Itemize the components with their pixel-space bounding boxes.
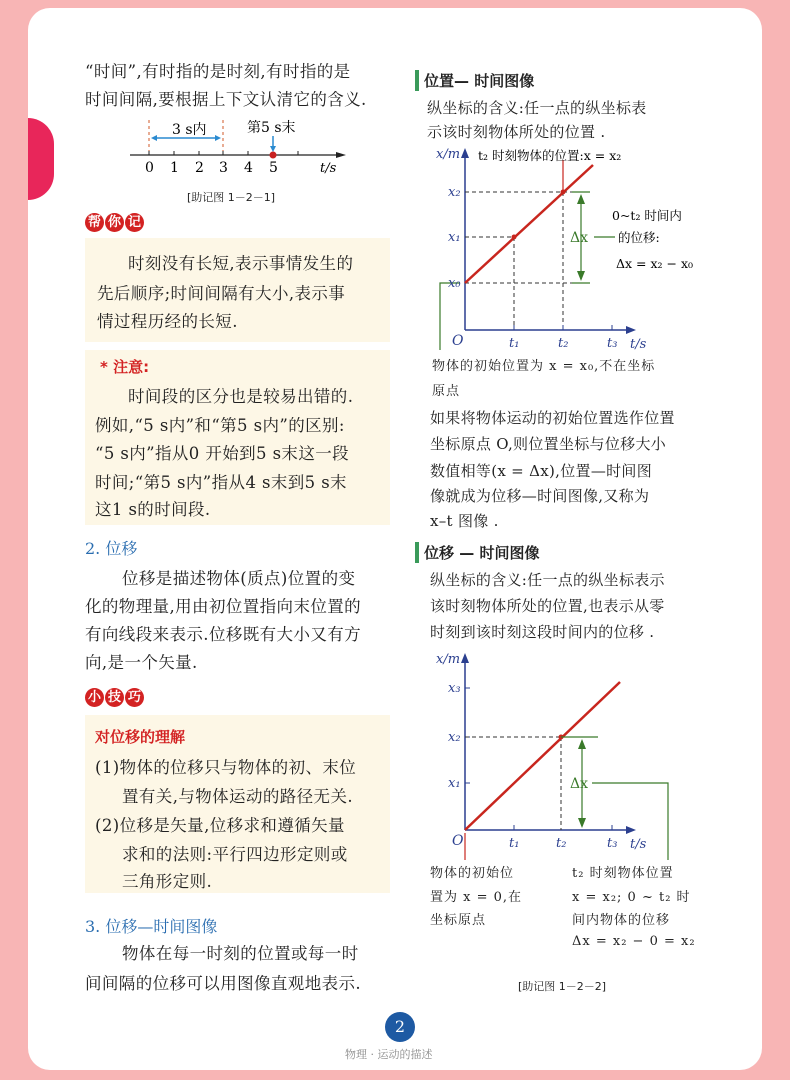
tip-line: 求和的法则:平行四边形定则或: [122, 845, 348, 864]
paragraph-line: 坐标原点 O,则位置坐标与位移大小: [430, 435, 667, 453]
graph-annotation: 间内物体的位移: [572, 913, 671, 928]
position-line: [465, 165, 593, 283]
paragraph-line: 该时刻物体所处的位置,也表示从零: [430, 597, 665, 615]
point-label: 第5 s末: [247, 120, 296, 136]
x-tick-label: t₃: [607, 336, 618, 351]
tick-label: 1: [170, 160, 179, 176]
paragraph-line: 纵坐标的含义:任一点的纵坐标表: [427, 99, 647, 117]
tip-badge: [85, 688, 144, 707]
paragraph-line: 有向线段来表示.位移既有大小又有方: [85, 625, 362, 644]
axis-label: t/s: [320, 161, 337, 176]
displacement-line: [465, 682, 620, 830]
note-title: * 注意:: [100, 358, 150, 376]
x-axis-label: t/s: [630, 837, 647, 852]
graph-annotation: 原点: [432, 384, 461, 399]
tick-label: 5: [269, 160, 278, 176]
position-time-graph: [420, 140, 710, 360]
paragraph-line: 示该时刻物体所处的位置 .: [427, 123, 606, 141]
paragraph-line: x–t 图像 .: [430, 512, 499, 530]
x-tick-label: t₁: [509, 336, 520, 351]
side-annotation: Δx = x₂ − x₀: [616, 256, 694, 271]
badge-char: 巧: [125, 688, 144, 707]
badge-char: 技: [105, 688, 124, 707]
graph-annotation: t₂ 时刻物体位置: [572, 866, 674, 881]
y-tick-label: x₂: [448, 730, 461, 745]
tip-line: (2)位移是矢量,位移求和遵循矢量: [95, 816, 345, 835]
x-tick-label: t₂: [556, 836, 567, 851]
note-line: 时间;“第5 s内”指从4 s末到5 s末: [95, 473, 347, 492]
help-line: 先后顺序;时间间隔有大小,表示事: [97, 284, 346, 303]
graph-annotation: 坐标原点: [430, 913, 487, 928]
y-axis-label: x/m: [436, 652, 461, 667]
y-tick-label: x₁: [448, 776, 461, 791]
tick-label: 0: [145, 160, 154, 176]
graph-annotation: x = x₂; 0 ~ t₂ 时: [572, 890, 691, 905]
y-tick-label: x₂: [448, 185, 461, 200]
delta-label: Δx: [570, 230, 589, 246]
interval-label: 3 s内: [172, 122, 207, 138]
subheading: 位置— 时间图像: [415, 70, 534, 91]
y-tick-label: x₃: [448, 681, 461, 696]
badge-char: 记: [125, 213, 144, 232]
badge-char: 帮: [85, 213, 104, 232]
paragraph-line: 纵坐标的含义:任一点的纵坐标表示: [430, 571, 665, 589]
delta-label: Δx: [570, 776, 589, 792]
section-title: 3. 位移—时间图像: [85, 917, 218, 936]
paragraph-line: 数值相等(x = Δx),位置—时间图: [430, 462, 653, 480]
x-tick-label: t₁: [509, 836, 520, 851]
y-tick-label: x₁: [448, 230, 461, 245]
note-line: 这1 s的时间段.: [95, 500, 211, 519]
tip-line: 置有关,与物体运动的路径无关.: [122, 787, 353, 806]
origin-label: O: [452, 833, 464, 849]
intro-line: 时间间隔,要根据上下文认清它的含义.: [85, 90, 367, 109]
help-line: 时刻没有长短,表示事情发生的: [128, 254, 354, 273]
paragraph-line: 像就成为位移—时间图像,又称为: [430, 487, 650, 505]
paragraph-line: 化的物理量,用由初位置指向末位置的: [85, 597, 362, 616]
running-title: 物理 · 运动的描述: [345, 1048, 433, 1061]
help-line: 情过程历经的长短.: [97, 312, 238, 331]
subheading: 位移 — 时间图像: [415, 542, 539, 563]
note-line: 时间段的区分也是较易出错的.: [128, 387, 354, 406]
x-tick-label: t₂: [558, 336, 569, 351]
tick-label: 4: [244, 160, 253, 176]
figure-caption: [助记图 1－2－1]: [187, 191, 276, 204]
y-axis-label: x/m: [436, 147, 461, 162]
graph-annotation: 置为 x = 0,在: [430, 890, 523, 905]
side-tab-marker: [28, 118, 54, 200]
displacement-time-graph: [420, 645, 710, 865]
paragraph-line: 时刻到该时刻这段时间内的位移 .: [430, 623, 655, 641]
paragraph-line: 位移是描述物体(质点)位置的变: [122, 569, 356, 588]
section-title: 2. 位移: [85, 539, 138, 558]
origin-label: O: [452, 333, 464, 349]
graph-annotation: 物体的初始位: [430, 866, 515, 881]
x-tick-label: t₃: [607, 836, 618, 851]
tick-label: 3: [219, 160, 228, 176]
paragraph-line: 如果将物体运动的初始位置选作位置: [430, 409, 675, 427]
badge-char: 小: [85, 688, 104, 707]
page-number: 2: [385, 1012, 415, 1042]
top-annotation: t₂ 时刻物体的位置:x = x₂: [478, 148, 622, 163]
tip-line: 三角形定则.: [122, 872, 213, 891]
tip-title: 对位移的理解: [95, 728, 186, 746]
graph-annotation: Δx = x₂ − 0 = x₂: [572, 934, 696, 949]
side-annotation: 的位移:: [618, 230, 660, 245]
figure-caption: [助记图 1－2－2]: [518, 980, 607, 993]
graph-annotation: 物体的初始位置为 x = x₀,不在坐标: [432, 359, 656, 374]
note-line: 例如,“5 s内”和“第5 s内”的区别:: [95, 416, 345, 435]
tick-label: 2: [195, 160, 204, 176]
badge-char: 你: [105, 213, 124, 232]
paragraph-line: 物体在每一时刻的位置或每一时: [122, 944, 359, 963]
y-tick-label: x₀: [448, 276, 461, 291]
intro-line: “时间”,有时指的是时刻,有时指的是: [85, 62, 351, 81]
x-axis-label: t/s: [630, 337, 647, 352]
note-line: “5 s内”指从0 开始到5 s末这一段: [95, 444, 350, 463]
paragraph-line: 间间隔的位移可以用图像直观地表示.: [85, 974, 362, 993]
side-annotation: 0~t₂ 时间内: [612, 208, 682, 223]
timeline-figure: [120, 112, 360, 182]
help-badge: [85, 213, 144, 232]
paragraph-line: 向,是一个矢量.: [85, 653, 198, 672]
tip-line: (1)物体的位移只与物体的初、末位: [95, 758, 357, 777]
point-5s: [270, 152, 277, 159]
